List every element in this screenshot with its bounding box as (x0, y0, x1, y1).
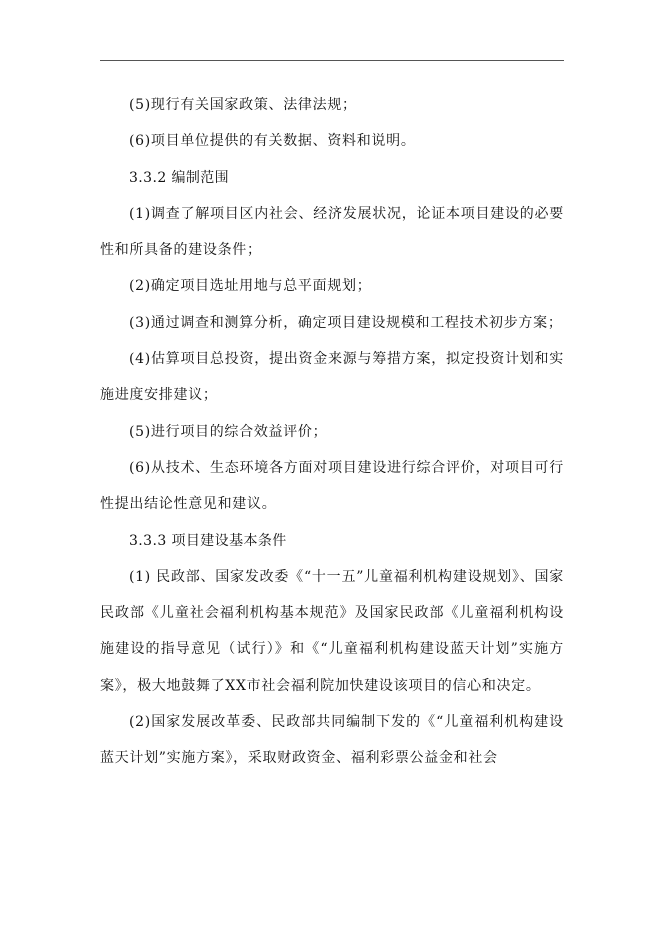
section-heading-3-3-2: 3.3.2 编制范围 (129, 169, 230, 186)
paragraph-basis-6: (6)项目单位提供的有关数据、资料和说明。 (129, 133, 416, 150)
header-rule (100, 60, 564, 61)
paragraph-condition-2: (2)国家发展改革委、民政部共同编制下发的《“儿童福利机构建设蓝天计划”实施方案》，采取财政资金、福利彩票公益金和社会 (100, 714, 564, 767)
paragraph-scope-2: (2)确定项目选址用地与总平面规划； (129, 278, 372, 295)
paragraph-scope-6: (6)从技术、生态环境各方面对项目建设进行综合评价，对项目可行性提出结论性意见和建议。 (100, 459, 564, 513)
paragraph-basis-5: (5)现行有关国家政策、法律法规； (129, 97, 357, 113)
paragraph-scope-4: (4)估算项目总投资，提出资金来源与筹措方案，拟定投资计划和实施进度安排建议； (100, 351, 564, 404)
document-body (100, 87, 564, 777)
paragraph-scope-5: (5)进行项目的综合效益评价； (129, 423, 328, 440)
section-heading-3-3-3: 3.3.3 项目建设基本条件 (129, 532, 287, 549)
paragraph-scope-1: (1)调查了解项目区内社会、经济发展状况，论证本项目建设的必要性和所具备的建设条件； (100, 205, 564, 259)
paragraph-condition-1: (1) 民政部、国家发改委《“十一五”儿童福利机构建设规划》、国家民政部《儿童社会福利机构基本规范》及国家民政部《儿童福利机构设施建设的指导意见（试行）》和《“儿童福利机构建设蓝天计划”实施方案》，极大地鼓舞了XX市社会福利院加快建设该项目的信心和决定。 (100, 568, 564, 694)
paragraph-scope-3: (3)通过调查和测算分析，确定项目建设规模和工程技术初步方案； (129, 314, 563, 331)
